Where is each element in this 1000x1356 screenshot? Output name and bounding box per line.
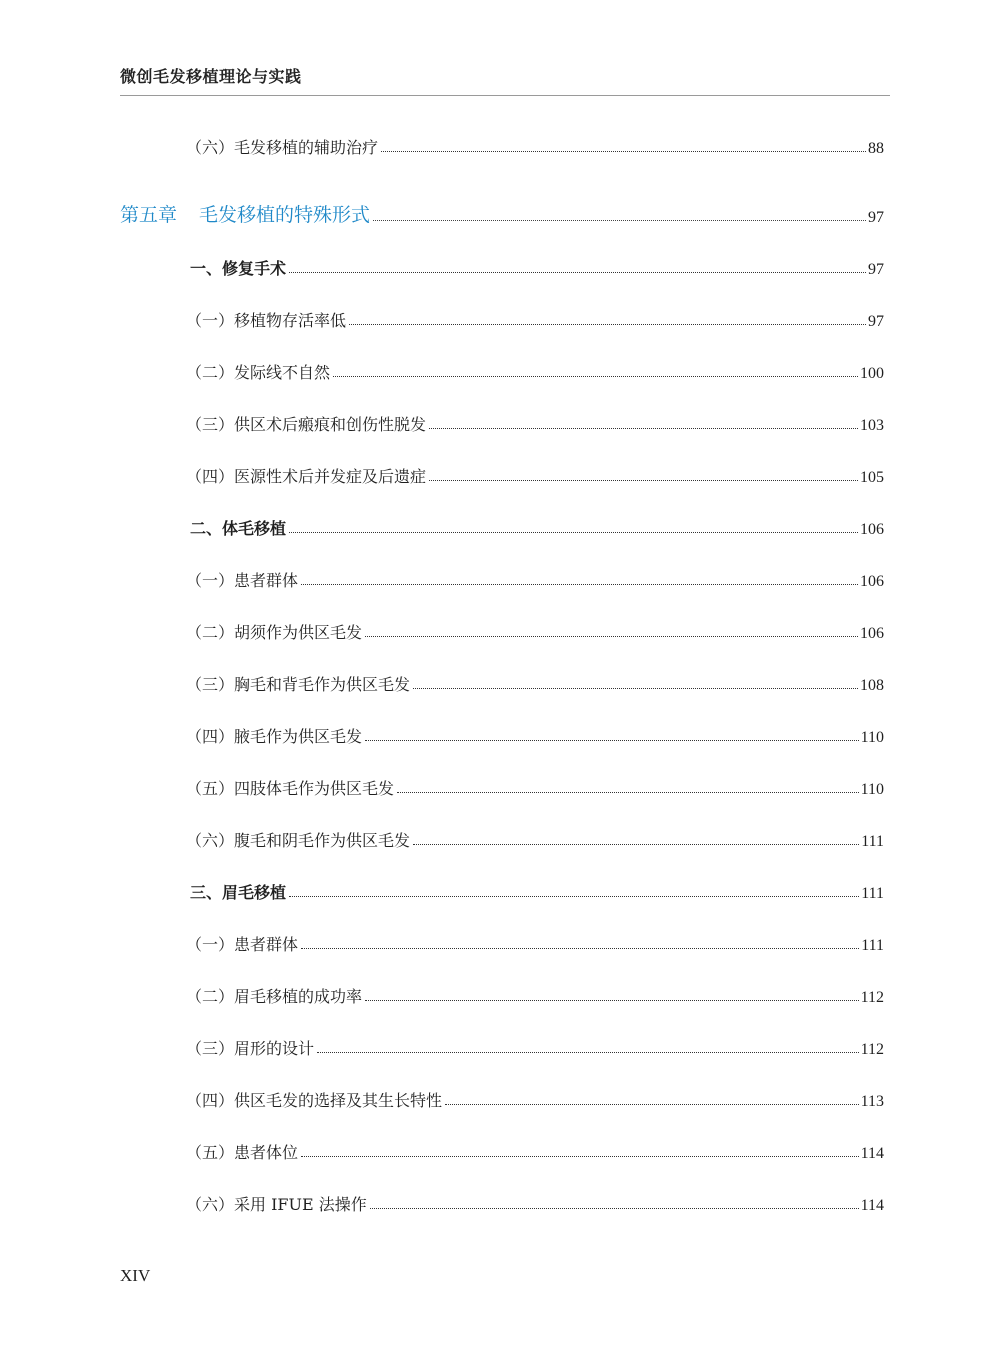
toc-entry-page: 108 [860,677,884,694]
toc-entry[interactable] [186,983,884,1007]
toc-entry-label: （二）眉毛移植的成功率 [186,987,363,1006]
dot-leader [317,1052,859,1053]
toc-entry-page: 112 [860,1041,884,1058]
dot-leader [301,948,859,949]
toc-entry-page: 97 [868,261,884,278]
toc-entry-label: 一、修复手术 [190,259,287,278]
toc-entry-page: 106 [860,573,884,590]
toc-entry-page: 97 [868,209,884,226]
toc-entry-label: （一）患者群体 [186,935,299,954]
toc-entry-label: （二）发际线不自然 [186,363,331,382]
toc-entry-page: 106 [860,521,884,538]
toc-entry[interactable] [186,463,884,487]
toc-entry[interactable] [186,1139,884,1163]
toc-entry-label: （三）供区术后瘢痕和创伤性脱发 [186,415,427,434]
toc-chapter-heading[interactable] [120,203,884,227]
toc-entry-page: 113 [860,1093,884,1110]
toc-entry-page: 106 [860,625,884,642]
dot-leader [301,584,858,585]
toc-entry-page: 105 [860,469,884,486]
toc-entry[interactable] [186,134,884,158]
dot-leader [429,428,858,429]
toc-entry-page: 111 [861,885,884,902]
toc-entry-page: 114 [860,1197,884,1214]
toc-entry-label: （六）毛发移植的辅助治疗 [186,138,379,157]
toc-entry-page: 88 [868,140,884,157]
toc-entry-page: 114 [860,1145,884,1162]
dot-leader [445,1104,859,1105]
dot-leader [381,151,866,152]
toc-entry[interactable] [186,671,884,695]
dot-leader [365,740,859,741]
dot-leader [373,220,866,221]
toc-entry-page: 110 [860,729,884,746]
toc-entry[interactable] [186,619,884,643]
toc-entry-page: 97 [868,313,884,330]
header-divider [120,95,890,96]
chapter-title: 毛发移植的特殊形式 [199,204,371,226]
toc-entry[interactable] [186,1035,884,1059]
toc-chapter-label [120,200,370,227]
toc-entry-label: 二、体毛移植 [190,519,287,538]
dot-leader [301,1156,859,1157]
page-number: XIV [120,1266,151,1285]
toc-entry-label: （一）移植物存活率低 [186,311,347,330]
toc-entry[interactable] [186,827,884,851]
toc-entry[interactable] [186,359,884,383]
toc-entry-label: （四）医源性术后并发症及后遗症 [186,467,427,486]
toc-entry-page: 111 [861,937,884,954]
dot-leader [413,844,859,845]
toc-entry-label: （四）供区毛发的选择及其生长特性 [186,1091,443,1110]
dot-leader [365,1000,859,1001]
dot-leader [370,1208,859,1209]
toc-entry[interactable] [186,931,884,955]
toc-entry-label: （三）胸毛和背毛作为供区毛发 [186,675,411,694]
running-header: 微创毛发移植理论与实践 [120,67,302,86]
toc-section-heading[interactable] [190,515,884,539]
toc-entry[interactable] [186,1087,884,1111]
dot-leader [289,896,859,897]
toc-entry[interactable] [186,411,884,435]
toc-entry-page: 110 [860,781,884,798]
toc-entry-label: （一）患者群体 [186,571,299,590]
toc-entry[interactable] [186,567,884,591]
toc-entry-label: （五）患者体位 [186,1143,299,1162]
dot-leader [365,636,858,637]
toc-entry-label: （五）四肢体毛作为供区毛发 [186,779,395,798]
toc-entry-label: （二）胡须作为供区毛发 [186,623,363,642]
toc-entry-label: （三）眉形的设计 [186,1039,315,1058]
toc-entry-page: 111 [861,833,884,850]
toc-entry-label: 三、眉毛移植 [190,883,287,902]
toc-section-heading[interactable] [190,879,884,903]
toc-entry-label: （四）腋毛作为供区毛发 [186,727,363,746]
dot-leader [397,792,859,793]
toc-entry-page: 100 [860,365,884,382]
dot-leader [429,480,858,481]
toc-entry[interactable] [186,775,884,799]
chapter-number: 第五章 [120,204,178,226]
dot-leader [349,324,866,325]
toc-entry-label: （六）采用 IFUE 法操作 [186,1195,367,1214]
toc-entry[interactable] [186,723,884,747]
toc-entry-label: （六）腹毛和阴毛作为供区毛发 [186,831,411,850]
dot-leader [289,272,866,273]
toc-entry[interactable] [186,1191,884,1215]
toc-section-heading[interactable] [190,255,884,279]
dot-leader [289,532,858,533]
toc-entry[interactable] [186,307,884,331]
dot-leader [413,688,858,689]
dot-leader [333,376,858,377]
toc-entry-page: 112 [860,989,884,1006]
toc-entry-page: 103 [860,417,884,434]
